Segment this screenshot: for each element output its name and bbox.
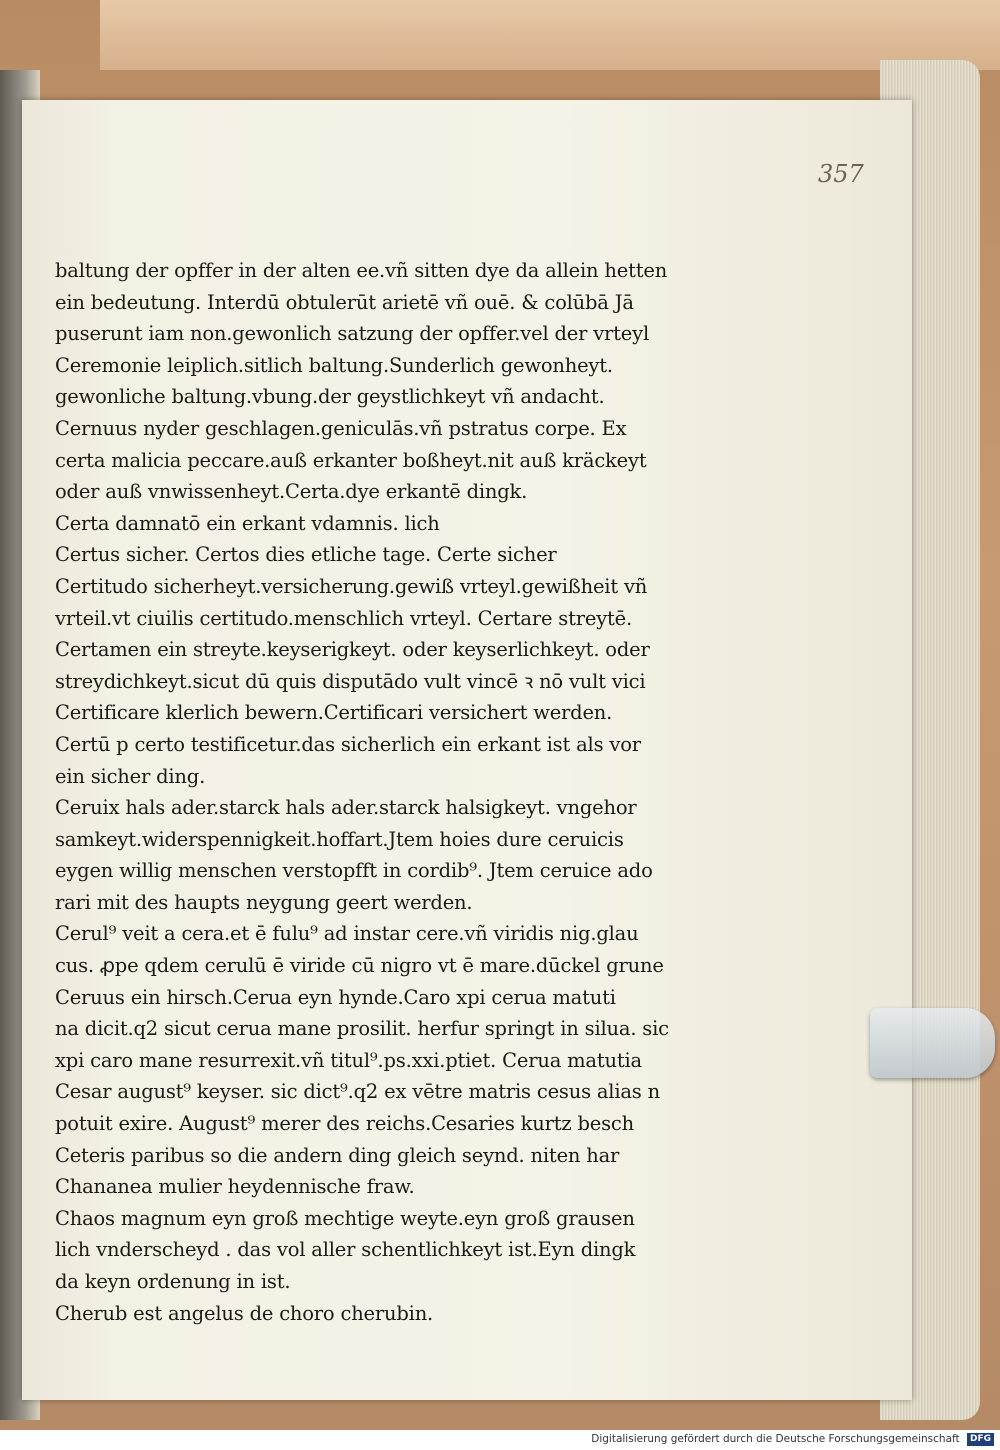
text-line: streydichkeyt.sicut dū quis disputādo vult vincē ꝛ nō vult vici: [55, 669, 646, 693]
text-line: Cernuus nyder geschlagen.geniculās.vñ pstratus corpe. Ex: [55, 416, 627, 440]
digitization-footer: [0, 1430, 1000, 1449]
text-line: Certū p certo testificetur.das sicherlich ein erkant ist als vor: [55, 732, 641, 756]
text-line: ein bedeutung. Interdū obtulerūt arietē vñ ouē. & colūbā Jā: [55, 290, 634, 314]
text-line: na dicit.q2 sicut cerua mane prosilit. herfur springt in silua. sic: [55, 1017, 669, 1041]
folio-number: 357: [818, 160, 864, 188]
book-cover-edge: [100, 0, 1000, 70]
text-line: Certitudo sicherheyt.versicherung.gewiß vrteyl.gewißheit vñ: [55, 574, 648, 598]
dfg-logo: DFG: [967, 1433, 994, 1446]
text-line: potuit exire. August⁹ merer des reichs.Cesaries kurtz besch: [55, 1112, 634, 1136]
text-line: puserunt iam non.gewonlich satzung der opffer.vel der vrteyl: [55, 322, 649, 346]
text-line: eygen willig menschen verstopfft in cordib⁹. Jtem ceruice ado: [55, 859, 653, 883]
text-line: samkeyt.widerspennigkeit.hoffart.Jtem hoies dure ceruicis: [55, 827, 624, 851]
text-line: gewonliche baltung.vbung.der geystlichkeyt vñ andacht.: [55, 385, 605, 409]
text-line: Chananea mulier heydennische fraw.: [55, 1175, 415, 1199]
page-holder-clip: [870, 1008, 995, 1078]
text-line: Certamen ein streyte.keyserigkeyt. oder keyserlichkeyt. oder: [55, 638, 650, 662]
text-line: Cherub est angelus de choro cherubin.: [55, 1301, 434, 1325]
footer-credit: Digitalisierung gefördert durch die Deutsche Forschungsgemeinschaft: [591, 1433, 960, 1445]
text-line: Certa damnatō ein erkant vdamnis. lich: [55, 511, 440, 535]
text-line: lich vnderscheyd . das vol aller schentlichkeyt ist.Eyn dingk: [55, 1238, 636, 1262]
text-line: baltung der opffer in der alten ee.vñ sitten dye da allein hetten: [55, 259, 668, 282]
text-line: Ceremonie leiplich.sitlich baltung.Sunderlich gewonheyt.: [55, 353, 613, 377]
text-line: Certificare klerlich bewern.Certificari versichert werden.: [55, 701, 613, 725]
text-line: ein sicher ding.: [55, 764, 206, 788]
text-line: certa malicia peccare.auß erkanter boßheyt.nit auß kräckeyt: [55, 448, 647, 472]
text-line: Cesar august⁹ keyser. sic dict⁹.q2 ex vētre matris cesus alias n: [55, 1080, 660, 1104]
text-line: oder auß vnwissenheyt.Certa.dye erkantē dingk.: [55, 480, 528, 504]
text-line: da keyn ordenung in ist.: [55, 1270, 291, 1293]
page-text: [55, 255, 770, 1329]
text-line: Cerul⁹ veit a cera.et ē fulu⁹ ad instar cere.vñ viridis nig.glau: [55, 922, 639, 946]
text-line: Ceteris paribus so die andern ding gleich seynd. niten har: [55, 1143, 620, 1167]
text-line: cus. ꝓpe qdem cerulū ē viride cū nigro vt ē mare.dūckel grune: [55, 954, 664, 978]
text-line: rari mit des haupts neygung geert werden.: [55, 890, 473, 914]
text-line: Ceruus ein hirsch.Cerua eyn hynde.Caro xpi cerua matuti: [55, 985, 616, 1009]
text-line: vrteil.vt ciuilis certitudo.menschlich vrteyl. Certare streytē.: [55, 606, 632, 630]
text-line: Chaos magnum eyn groß mechtige weyte.eyn groß grausen: [55, 1206, 635, 1230]
text-line: xpi caro mane resurrexit.vñ titul⁹.ps.xxi.ptiet. Cerua matutia: [55, 1048, 642, 1072]
text-line: Certus sicher. Certos dies etliche tage. Certe sicher: [55, 543, 557, 567]
text-line: Ceruix hals ader.starck hals ader.starck halsigkeyt. vngehor: [55, 796, 637, 820]
